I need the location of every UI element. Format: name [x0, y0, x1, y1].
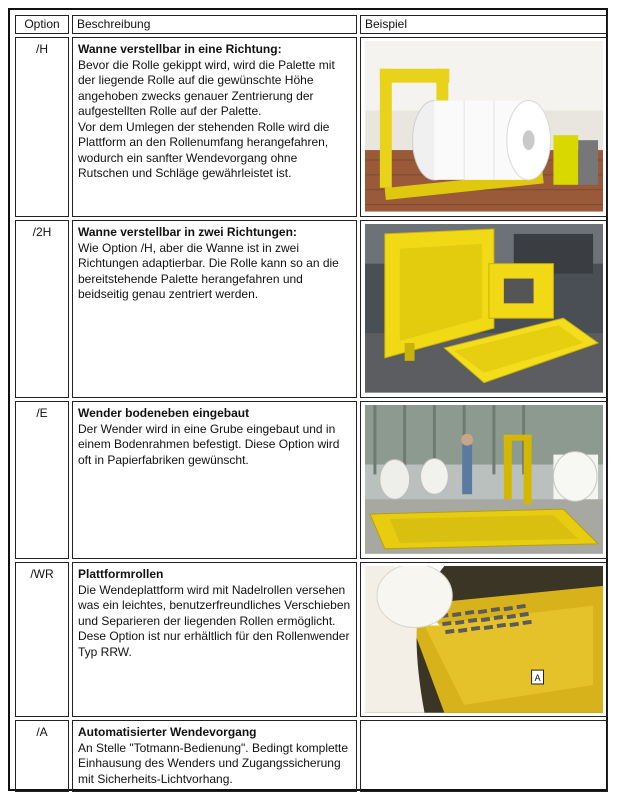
description-cell	[72, 220, 357, 398]
example-cell	[360, 220, 608, 398]
option-code: /2H	[15, 220, 69, 398]
option-code: /E	[15, 401, 69, 559]
header-option: Option	[15, 15, 69, 34]
description-cell	[72, 562, 357, 717]
option-title: Wanne verstellbar in eine Richtung:	[78, 42, 282, 56]
example-cell	[360, 37, 608, 217]
description-cell	[72, 37, 357, 217]
yellow-roll-turner-photo	[365, 41, 603, 212]
option-text: Der Wender wird in eine Grube eingebaut und in einem Bodenrahmen befestigt. Diese Option wird oft in Papierfabriken gewünscht.	[78, 421, 340, 467]
example-cell	[360, 562, 608, 717]
option-code: /WR	[15, 562, 69, 717]
option-code: /A	[15, 720, 69, 792]
yellow-turner-frame-photo	[365, 224, 603, 393]
example-cell-empty	[360, 720, 608, 792]
table-row	[15, 37, 608, 217]
header-example: Beispiel	[360, 15, 608, 34]
pit-installed-turner-photo	[365, 405, 603, 554]
option-title: Wender bodeneben eingebaut	[78, 406, 250, 420]
description-cell	[72, 720, 357, 792]
option-code: /H	[15, 37, 69, 217]
option-text: Bevor die Rolle gekippt wird, wird die Palette mit der liegende Rolle auf die gewünschte Höhe angehoben zwecks genauer Zentrierung der aufgestellten Rolle auf der Palette. Vor dem Umlegen der stehenden Rolle wird die Plattform an den Rollenumfang herangefahren, wodurch ein sanfter Wendevorgang ohne Rutschen und Schläge gewährleistet ist.	[78, 57, 335, 180]
table-row	[15, 562, 608, 717]
platform-needle-rollers-photo	[365, 566, 603, 713]
option-text: An Stelle "Totmann-Bedienung". Bedingt komplette Einhausung des Wenders und Zugangssicherung mit Sicherheits-Lichtvorhang.	[78, 740, 349, 786]
table-row	[15, 220, 608, 398]
table-row	[15, 401, 608, 559]
option-text: Die Wendeplattform wird mit Nadelrollen versehen was ein leichtes, benutzerfreundliches Verschieben und Separieren der liegenden Rollen ermöglicht. Dese Option ist nur erhältlich für den Rollenwender Typ RRW.	[78, 582, 351, 659]
svg-text:A: A	[534, 673, 541, 684]
option-title: Automatisierter Wendevorgang	[78, 725, 257, 739]
example-cell	[360, 401, 608, 559]
option-text: Wie Option /H, aber die Wanne ist in zwei Richtungen adaptierbar. Die Rolle kann so an die bereitstehende Palette herangefahren und beidseitig genau zentriert werden.	[78, 240, 339, 301]
header-row	[15, 15, 608, 34]
option-title: Wanne verstellbar in zwei Richtungen:	[78, 225, 297, 239]
options-table	[12, 12, 611, 795]
table-row	[15, 720, 608, 792]
description-cell	[72, 401, 357, 559]
header-description: Beschreibung	[72, 15, 357, 34]
option-title: Plattformrollen	[78, 567, 164, 581]
